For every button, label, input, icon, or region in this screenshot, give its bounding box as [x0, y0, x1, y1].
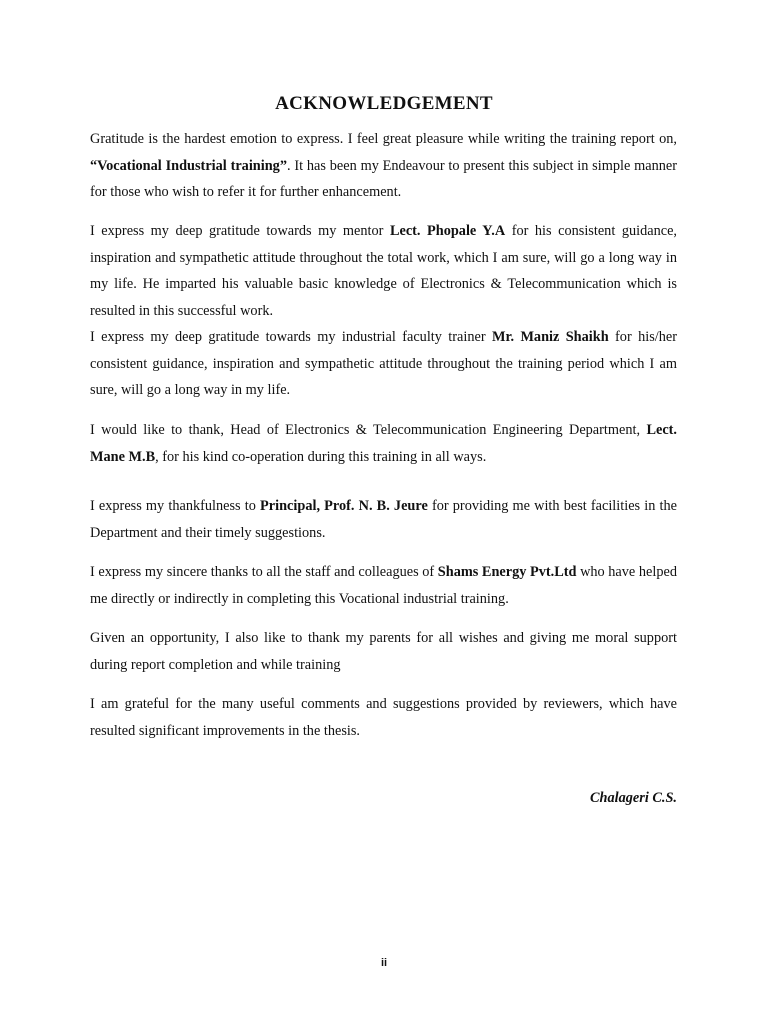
paragraph-1 — [90, 126, 677, 206]
paragraph-text: who have helped me directly or indirectly in completing this Vocational industrial training. — [90, 564, 677, 607]
paragraph-7 — [90, 625, 677, 678]
paragraph-5 — [90, 493, 677, 546]
paragraph-text: for providing me with best facilities in the Department and their timely suggestions. — [90, 498, 677, 541]
bold-text: Principal, Prof. N. B. Jeure — [260, 498, 428, 514]
paragraph-4 — [90, 417, 677, 470]
page-title: ACKNOWLEDGEMENT — [275, 93, 493, 114]
bold-text: “Vocational Industrial training” — [90, 157, 287, 174]
paragraph-3 — [90, 324, 677, 404]
paragraph-text: I express my thankfulness to — [90, 498, 261, 514]
paragraph-text: I am grateful for the many useful comments and suggestions provided by reviewers, which have resulted significant improvements in the thesis. — [90, 696, 677, 739]
paragraph-6 — [90, 559, 677, 612]
paragraph-text: . It has been my Endeavour to present this subject in simple manner for those who wish to refer it for further enhancement. — [90, 157, 677, 200]
paragraph-text: for his consistent guidance, inspiration and sympathetic attitude throughout the total work, which I am sure, will go a long way in my life. He imparted his valuable basic knowledge of Electronics & Telecommunication which is resulted in this successful work. — [90, 223, 677, 319]
bold-text: Shams Energy Pvt.Ltd — [437, 564, 577, 580]
paragraph-2 — [90, 218, 677, 324]
paragraph-text: I express my deep gratitude towards my industrial faculty trainer — [90, 329, 492, 345]
paragraph-text: I would like to thank, Head of Electronics & Telecommunication Engineering Department, — [90, 422, 647, 438]
paragraph-8 — [90, 691, 677, 744]
bold-text: Lect. Mane M.B — [90, 422, 677, 465]
bold-text: Mr. Maniz Shaikh — [491, 329, 609, 345]
paragraph-text: I express my sincere thanks to all the staff and colleagues of — [90, 564, 438, 580]
page-number: ii — [380, 957, 388, 969]
paragraph-text: Given an opportunity, I also like to thank my parents for all wishes and giving me moral support during report completion and while training — [90, 630, 677, 673]
paragraph-text: for his/her consistent guidance, inspiration and sympathetic attitude throughout the training period which I am sure, will go a long way in my life. — [90, 329, 677, 398]
signature: Chalageri C.S. — [590, 790, 677, 806]
paragraph-text: Gratitude is the hardest emotion to express. I feel great pleasure while writing the training report on, — [90, 131, 677, 147]
bold-text: Lect. Phopale Y.A — [389, 223, 506, 239]
paragraph-text: , for his kind co-operation during this training in all ways. — [155, 448, 487, 465]
paragraph-text: I express my deep gratitude towards my mentor — [90, 223, 390, 239]
